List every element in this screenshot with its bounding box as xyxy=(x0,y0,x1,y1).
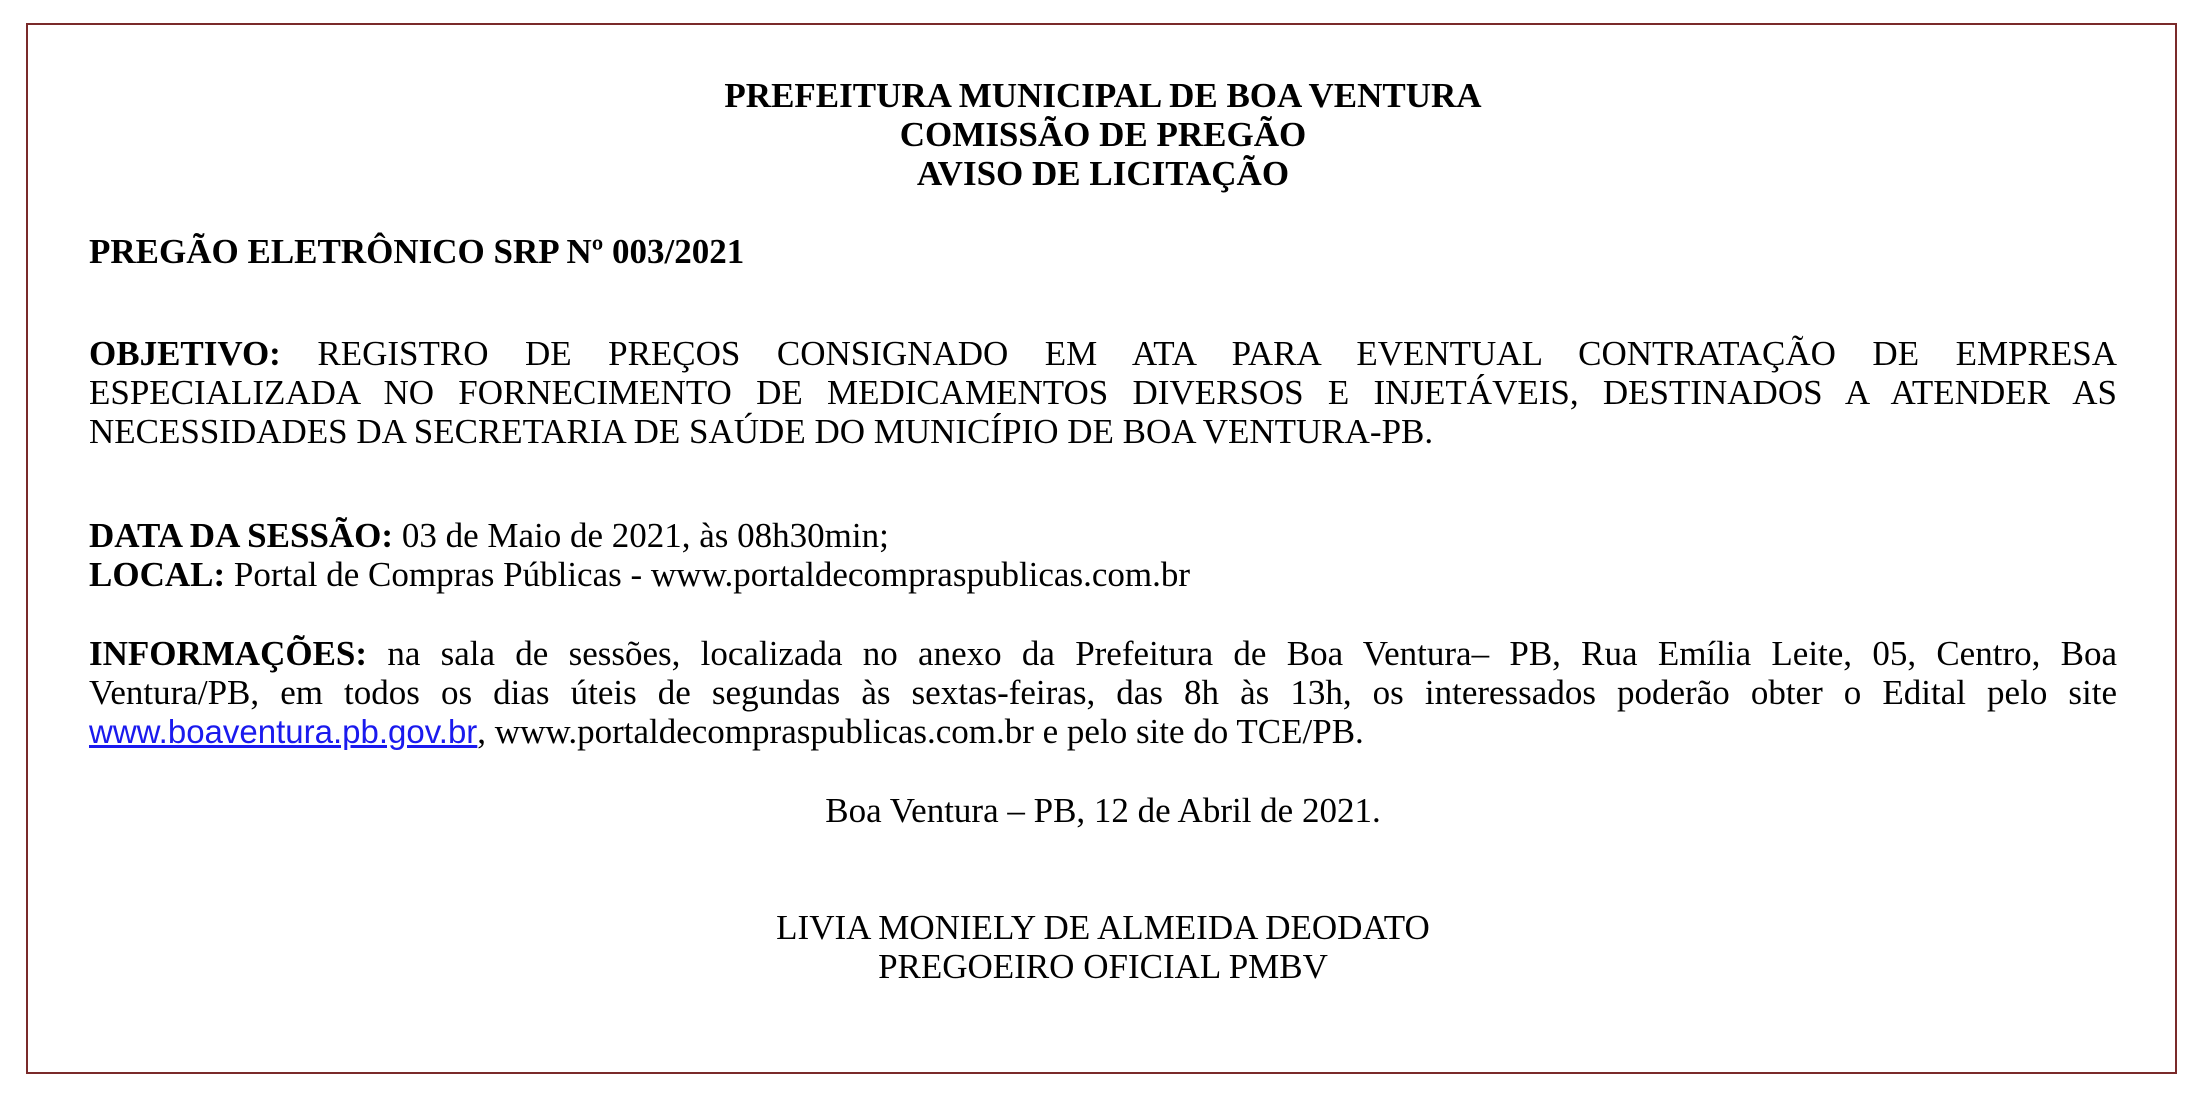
signature-name: LIVIA MONIELY DE ALMEIDA DEODATO xyxy=(776,908,1430,947)
header-comissao: COMISSÃO DE PREGÃO xyxy=(899,115,1307,154)
signature-role: PREGOEIRO OFICIAL PMBV xyxy=(878,947,1328,986)
objetivo-line-2: ESPECIALIZADA NO FORNECIMENTO DE MEDICAMENTOS DIVERSOS E INJETÁVEIS, DESTINADOS A ATENDER AS xyxy=(89,373,2117,412)
header-aviso: AVISO DE LICITAÇÃO xyxy=(916,154,1290,193)
sessao-value: 03 de Maio de 2021, às 08h30min; xyxy=(401,516,889,555)
date-line: Boa Ventura – PB, 12 de Abril de 2021. xyxy=(825,791,1381,830)
pregao-title: PREGÃO ELETRÔNICO SRP Nº 003/2021 xyxy=(89,232,745,271)
sessao-label: DATA DA SESSÃO: xyxy=(89,516,394,555)
objetivo-text-1: REGISTRO DE PREÇOS CONSIGNADO EM ATA PARA EVENTUAL CONTRATAÇÃO DE EMPRESA xyxy=(317,334,2117,373)
informacoes-text-1: na sala de sessões, localizada no anexo da Prefeitura de Boa Ventura– PB, Rua Emília Leite, 05, Centro, Boa xyxy=(387,634,2117,673)
informacoes-line-1 xyxy=(89,634,2117,674)
objetivo-line-3: NECESSIDADES DA SECRETARIA DE SAÚDE DO MUNICÍPIO DE BOA VENTURA-PB. xyxy=(89,412,1434,451)
informacoes-text-3: , www.portaldecompraspublicas.com.br e pelo site do TCE/PB. xyxy=(477,712,1364,751)
informacoes-label: INFORMAÇÕES: xyxy=(89,634,368,673)
local-label: LOCAL: xyxy=(89,555,226,594)
local-value: Portal de Compras Públicas - www.portaldecompraspublicas.com.br xyxy=(233,555,1191,594)
local-line xyxy=(89,555,2117,595)
boaventura-site-link[interactable]: www.boaventura.pb.gov.br xyxy=(89,713,478,750)
objetivo-line-1 xyxy=(89,334,2117,374)
informacoes-line-2: Ventura/PB, em todos os dias úteis de segundas às sextas-feiras, das 8h às 13h, os interessados poderão obter o Edital pelo site xyxy=(89,673,2117,712)
header-prefeitura: PREFEITURA MUNICIPAL DE BOA VENTURA xyxy=(724,76,1482,115)
sessao-line xyxy=(89,516,2117,556)
informacoes-line-3 xyxy=(89,712,2117,752)
objetivo-label: OBJETIVO: xyxy=(89,334,281,373)
